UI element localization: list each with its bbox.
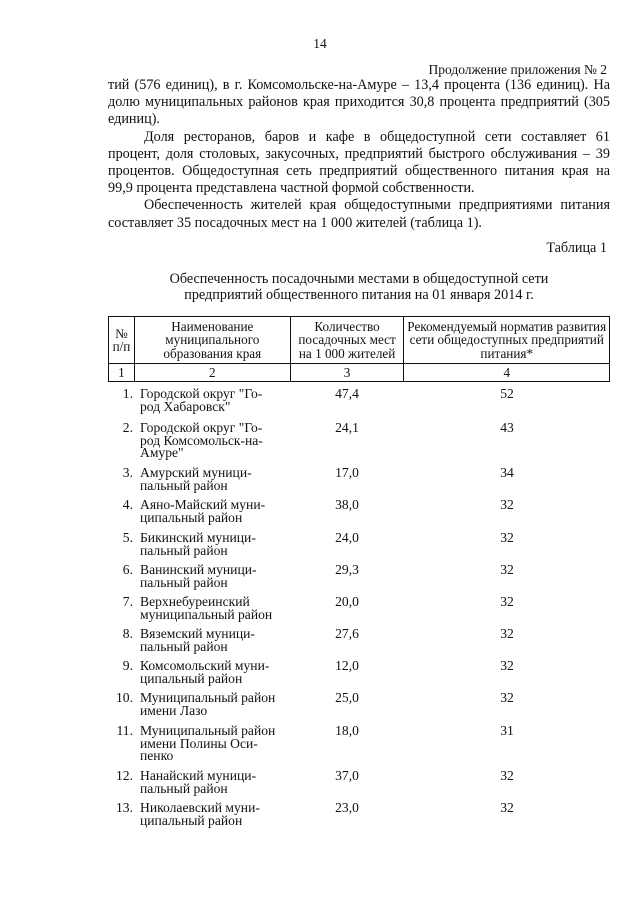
row-name: Городской округ "Го- род Комсомольск-на- Амуре" xyxy=(140,420,263,461)
row-norm: 32 xyxy=(500,562,514,577)
row-norm: 34 xyxy=(500,465,514,480)
row-seats: 38,0 xyxy=(335,497,359,512)
body-text xyxy=(108,77,610,232)
row-seats: 23,0 xyxy=(335,800,359,815)
row-seats: 27,6 xyxy=(335,626,359,641)
row-name: Вяземский муници- пальный район xyxy=(140,626,255,654)
row-number: 10. xyxy=(116,690,133,705)
row-number: 3. xyxy=(122,465,133,480)
row-number: 13. xyxy=(116,800,133,815)
row-norm: 32 xyxy=(500,658,514,673)
row-number: 7. xyxy=(122,594,133,609)
row-number: 4. xyxy=(122,497,133,512)
row-name: Верхнебуреинский муниципальный район xyxy=(140,594,273,622)
table-header-row xyxy=(109,317,610,364)
row-norm: 52 xyxy=(500,386,514,401)
header-municipality: Наименование муниципального образования края xyxy=(134,317,290,364)
row-name: Аяно-Майский муни- ципальный район xyxy=(140,497,266,525)
row-name: Амурский муници- пальный район xyxy=(140,465,252,493)
row-seats: 24,0 xyxy=(335,530,359,545)
row-seats: 12,0 xyxy=(335,658,359,673)
row-number: 5. xyxy=(122,530,133,545)
row-number: 8. xyxy=(122,626,133,641)
row-name: Ванинский муници- пальный район xyxy=(140,562,257,590)
row-number: 9. xyxy=(122,658,133,673)
table-caption-line: Обеспеченность посадочными местами в общедоступной сети xyxy=(169,271,549,287)
table-caption-line: предприятий общественного питания на 01 января 2014 г. xyxy=(184,286,534,303)
row-number: 6. xyxy=(122,562,133,577)
paragraph: тий (576 единиц), в г. Комсомольске-на-Амуре – 13,4 процента (136 единиц). На долю муниципальных районов края приходится 30,8 процента предприятий (305 единиц). xyxy=(108,77,610,128)
table-caption xyxy=(108,272,610,303)
row-name: Муниципальный район имени Полины Оси- пенко xyxy=(140,723,276,764)
row-number: 12. xyxy=(116,768,133,783)
row-name: Нанайский муници- пальный район xyxy=(140,768,257,796)
row-norm: 32 xyxy=(500,626,514,641)
column-number: 1 xyxy=(109,364,135,382)
row-norm: 43 xyxy=(500,420,514,435)
row-seats: 24,1 xyxy=(335,420,359,435)
row-seats: 47,4 xyxy=(335,386,359,401)
row-name: Бикинский муници- пальный район xyxy=(140,530,256,558)
row-norm: 31 xyxy=(500,723,514,738)
row-norm: 32 xyxy=(500,530,514,545)
table-column-numbers-row xyxy=(109,364,610,382)
column-number: 3 xyxy=(290,364,404,382)
row-name: Городской округ "Го- род Хабаровск" xyxy=(140,386,263,414)
row-seats: 25,0 xyxy=(335,690,359,705)
row-norm: 32 xyxy=(500,690,514,705)
page-number: 14 xyxy=(313,36,327,51)
continuation-note: Продолжение приложения № 2 xyxy=(428,62,607,77)
row-seats: 29,3 xyxy=(335,562,359,577)
row-norm: 32 xyxy=(500,497,514,512)
header-seats: Количество посадочных мест на 1 000 жителей xyxy=(290,317,404,364)
header-number: № п/п xyxy=(109,317,135,364)
row-norm: 32 xyxy=(500,768,514,783)
row-name: Муниципальный район имени Лазо xyxy=(140,690,276,718)
table-header xyxy=(108,316,610,382)
row-number: 2. xyxy=(122,420,133,435)
table-label: Таблица 1 xyxy=(546,240,607,256)
row-norm: 32 xyxy=(500,594,514,609)
row-seats: 18,0 xyxy=(335,723,359,738)
row-number: 11. xyxy=(116,723,133,738)
row-seats: 20,0 xyxy=(335,594,359,609)
row-name: Николаевский муни- ципальный район xyxy=(140,800,260,828)
row-seats: 17,0 xyxy=(335,465,359,480)
row-number: 1. xyxy=(122,386,133,401)
row-name: Комсомольский муни- ципальный район xyxy=(140,658,270,686)
column-number: 4 xyxy=(404,364,610,382)
header-norm: Рекомендуемый норматив развития сети общедоступных предприятий питания* xyxy=(404,317,610,364)
row-seats: 37,0 xyxy=(335,768,359,783)
paragraph: Обеспеченность жителей края общедоступными предприятиями питания составляет 35 посадочных мест на 1 000 жителей (таблица 1). xyxy=(108,197,610,231)
column-number: 2 xyxy=(134,364,290,382)
row-norm: 32 xyxy=(500,800,514,815)
paragraph: Доля ресторанов, баров и кафе в общедоступной сети составляет 61 процент, доля столовых, закусочных, предприятий быстрого обслуживания – 39 процентов. Общедоступная сеть предприятий общественного питания края на 99,9 процента представлена частной формой собственности. xyxy=(108,128,610,197)
